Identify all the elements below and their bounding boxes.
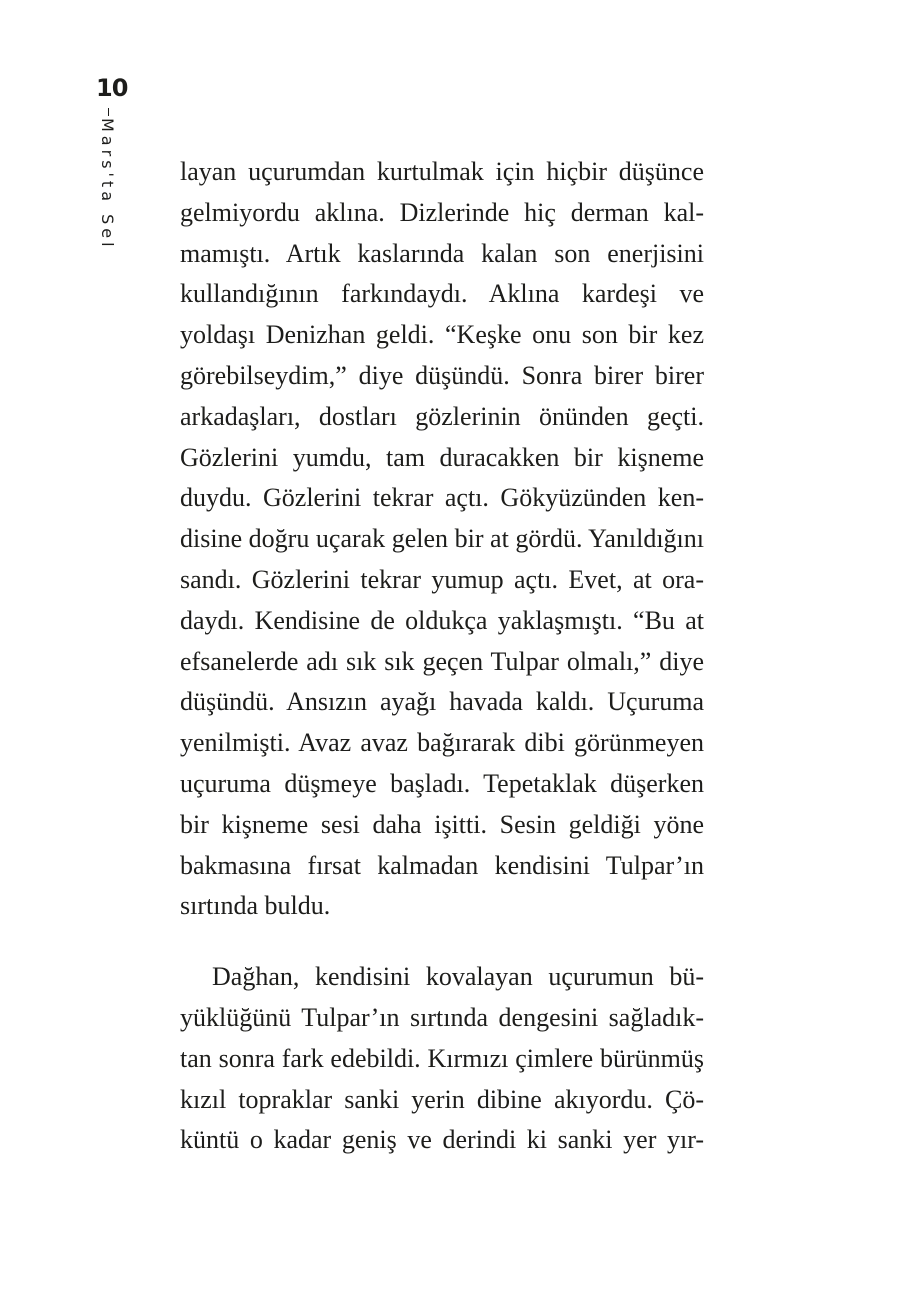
paragraph-2 (180, 957, 704, 1161)
body-text (180, 152, 704, 1161)
text-line: bir kişneme sesi daha işitti. Sesin geldiği yöne (180, 809, 704, 839)
text-line: layan uçurumdan kurtulmak için hiçbir düşünce (180, 157, 704, 186)
text-line: kullandığının farkındaydı. Aklına kardeşi ve (180, 279, 704, 309)
running-title-text: Mars'ta Sel (98, 118, 117, 251)
text-line: Dağhan, kendisini kovalayan uçurumun bü- (212, 962, 704, 992)
header-divider (108, 108, 109, 116)
text-line: bakmasına fırsat kalmadan kendisini Tulpar’ın (180, 850, 704, 880)
text-line: gelmiyordu aklına. Dizlerinde hiç derman kal- (180, 197, 704, 227)
text-line: uçuruma düşmeye başladı. Tepetaklak düşerken (180, 768, 704, 798)
text-line: yoldaşı Denizhan geldi. “Keşke onu son bir kez (180, 320, 704, 350)
text-line: sırtında buldu. (180, 891, 331, 921)
page-number: 10 (96, 74, 128, 102)
paragraph-1 (180, 152, 704, 927)
text-line: efsanelerde adı sık sık geçen Tulpar olmalı,” diye (180, 646, 704, 676)
text-line: duydu. Gözlerini tekrar açtı. Gökyüzünden ken- (180, 483, 704, 513)
text-line: arkadaşları, dostları gözlerinin önünden geçti. (180, 401, 704, 431)
text-line: Gözlerini yumdu, tam duracakken bir kişneme (180, 442, 704, 472)
text-line: sandı. Gözlerini tekrar yumup açtı. Evet, at ora- (180, 564, 704, 594)
text-line: kızıl topraklar sanki yerin dibine akıyordu. Çö- (180, 1084, 704, 1114)
text-line: yenilmişti. Avaz avaz bağırarak dibi görünmeyen (180, 728, 704, 758)
text-line: görebilseydim,” diye düşündü. Sonra birer birer (180, 360, 704, 390)
text-line: tan sonra fark edebildi. Kırmızı çimlere bürünmüş (180, 1043, 704, 1073)
text-line: daydı. Kendisine de oldukça yaklaşmıştı. “Bu at (180, 605, 704, 635)
running-title (90, 118, 130, 258)
text-line: yüklüğünü Tulpar’ın sırtında dengesini sağladık- (180, 1002, 704, 1032)
text-line: düşündü. Ansızın ayağı havada kaldı. Uçuruma (180, 687, 704, 717)
text-line: mamıştı. Artık kaslarında kalan son enerjisini (180, 238, 704, 268)
text-line: küntü o kadar geniş ve derindi ki sanki yer yır- (180, 1125, 704, 1155)
text-line: disine doğru uçarak gelen bir at gördü. Yanıldığını (180, 524, 704, 554)
